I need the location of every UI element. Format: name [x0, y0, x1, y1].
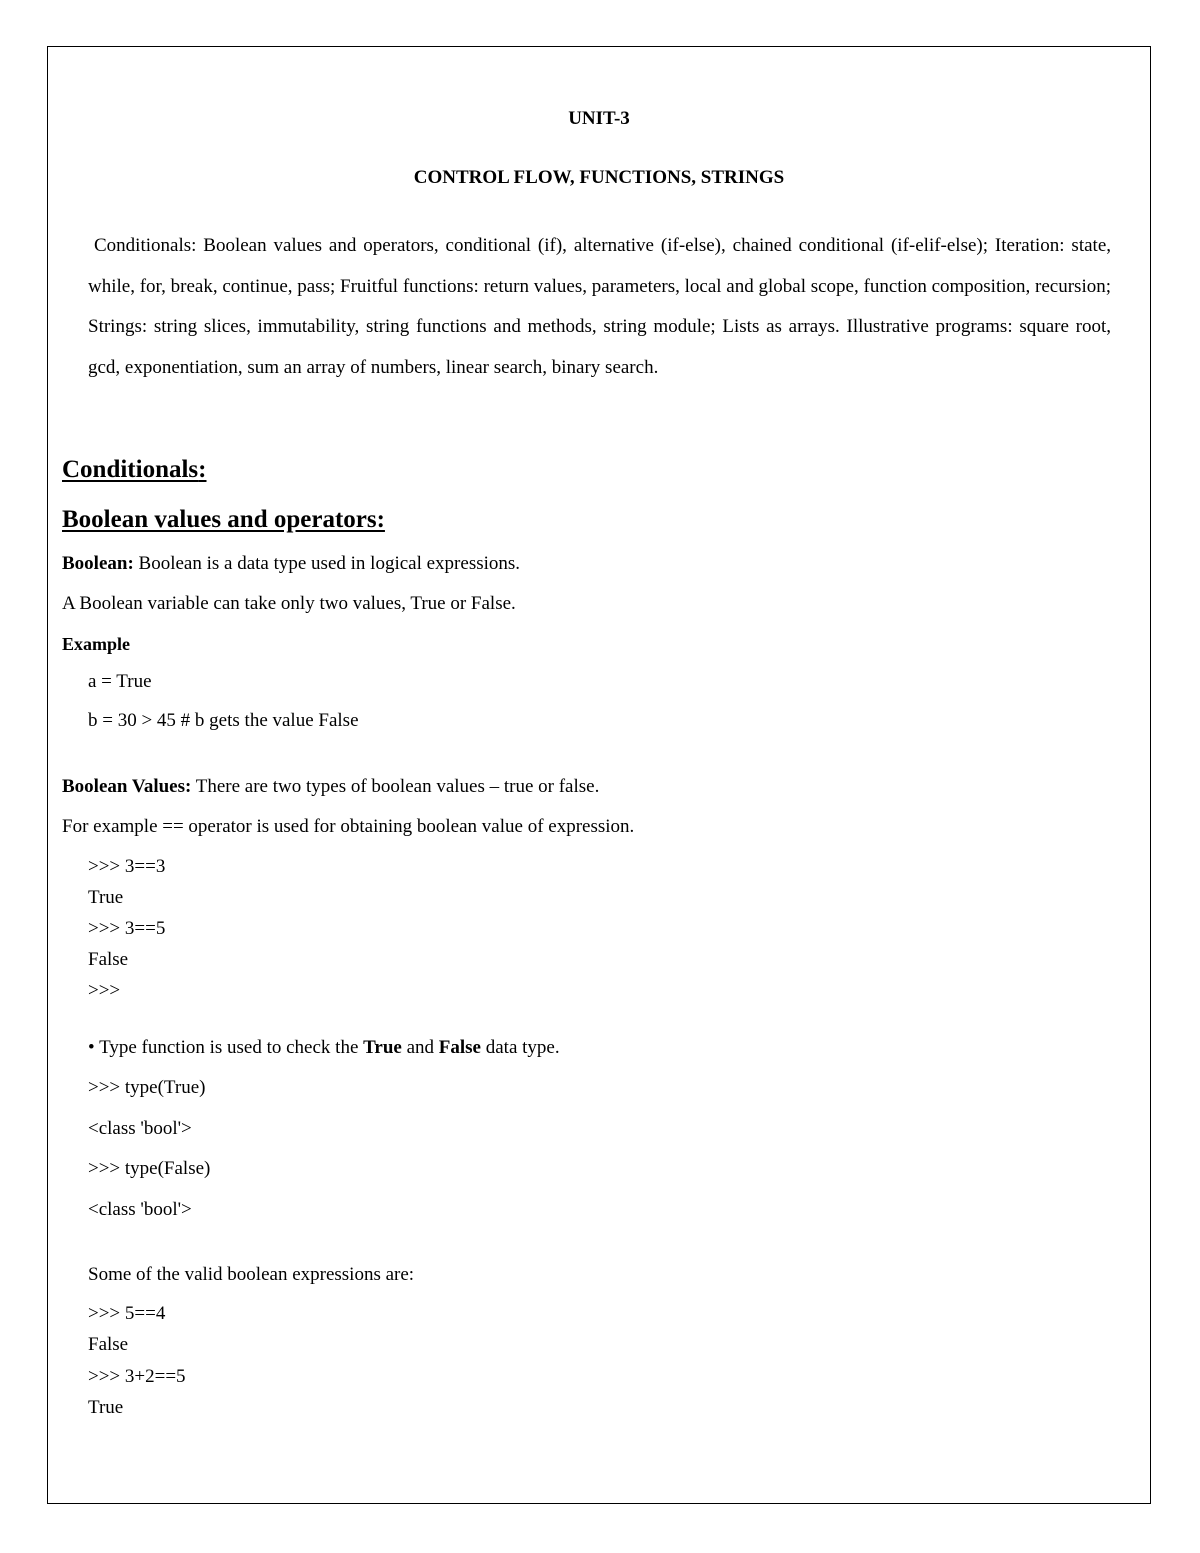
repl-line: >>> 5==4: [88, 1303, 166, 1324]
repl-line: False: [88, 1334, 129, 1355]
boolean-term: Boolean:: [62, 553, 134, 574]
example-line: a = True: [88, 671, 152, 692]
for-example-line: For example == operator is used for obtaining boolean value of expression.: [62, 816, 635, 837]
example-label: Example: [62, 634, 131, 654]
boolean-definition-text: Boolean is a data type used in logical expressions.: [133, 553, 521, 574]
repl-line: False: [88, 949, 129, 970]
bullet-type-function: [88, 1037, 560, 1059]
repl-line: True: [88, 1397, 124, 1418]
repl-line: <class 'bool'>: [88, 1118, 192, 1139]
repl-line: <class 'bool'>: [88, 1199, 192, 1220]
valid-expressions-intro: Some of the valid boolean expressions are:: [88, 1264, 415, 1285]
repl-line: >>> 3==5: [88, 918, 166, 939]
section-heading-colon: :: [198, 456, 207, 483]
syllabus-paragraph: Conditionals: Boolean values and operators, conditional (if), alternative (if-else), chained conditional (if-elif-else); Iteration: state, while, for, break, continue, pass; Fruitful functions: return values, parameters, local and global scope, function composition, recursion; Strings: string slices, immutability, string functions and methods, string module; Lists as arrays. Illustrative programs: square root, gcd, exponentiation, sum an array of numbers, linear search, binary search.: [88, 235, 1111, 378]
bullet-text-mid: and: [401, 1037, 439, 1058]
repl-line: >>> type(True): [88, 1077, 206, 1098]
repl-line: >>>: [88, 980, 121, 1001]
section-heading-text: Conditionals: [62, 456, 199, 483]
boolean-values-definition: [62, 776, 599, 798]
bullet-text-post: data type.: [481, 1037, 560, 1058]
section-heading-conditionals: [62, 455, 207, 485]
bullet-symbol: •: [88, 1037, 95, 1058]
repl-line: >>> 3==3: [88, 856, 166, 877]
repl-line: >>> 3+2==5: [88, 1366, 186, 1387]
course-title: CONTROL FLOW, FUNCTIONS, STRINGS: [413, 167, 785, 188]
repl-line: >>> type(False): [88, 1158, 211, 1179]
boolean-definition: [62, 553, 520, 575]
example-line: b = 30 > 45 # b gets the value False: [88, 710, 359, 731]
subsection-heading-boolean: Boolean values and operators:: [62, 506, 385, 533]
boolean-values-term: Boolean Values:: [62, 776, 192, 797]
bullet-false-word: False: [438, 1037, 481, 1058]
unit-title: UNIT-3: [568, 108, 630, 129]
boolean-values-text: There are two types of boolean values – true or false.: [191, 776, 600, 797]
bullet-true-word: True: [363, 1037, 402, 1058]
boolean-values-line: A Boolean variable can take only two values, True or False.: [62, 593, 516, 614]
repl-line: True: [88, 887, 124, 908]
bullet-text-pre: Type function is used to check the: [94, 1037, 364, 1058]
